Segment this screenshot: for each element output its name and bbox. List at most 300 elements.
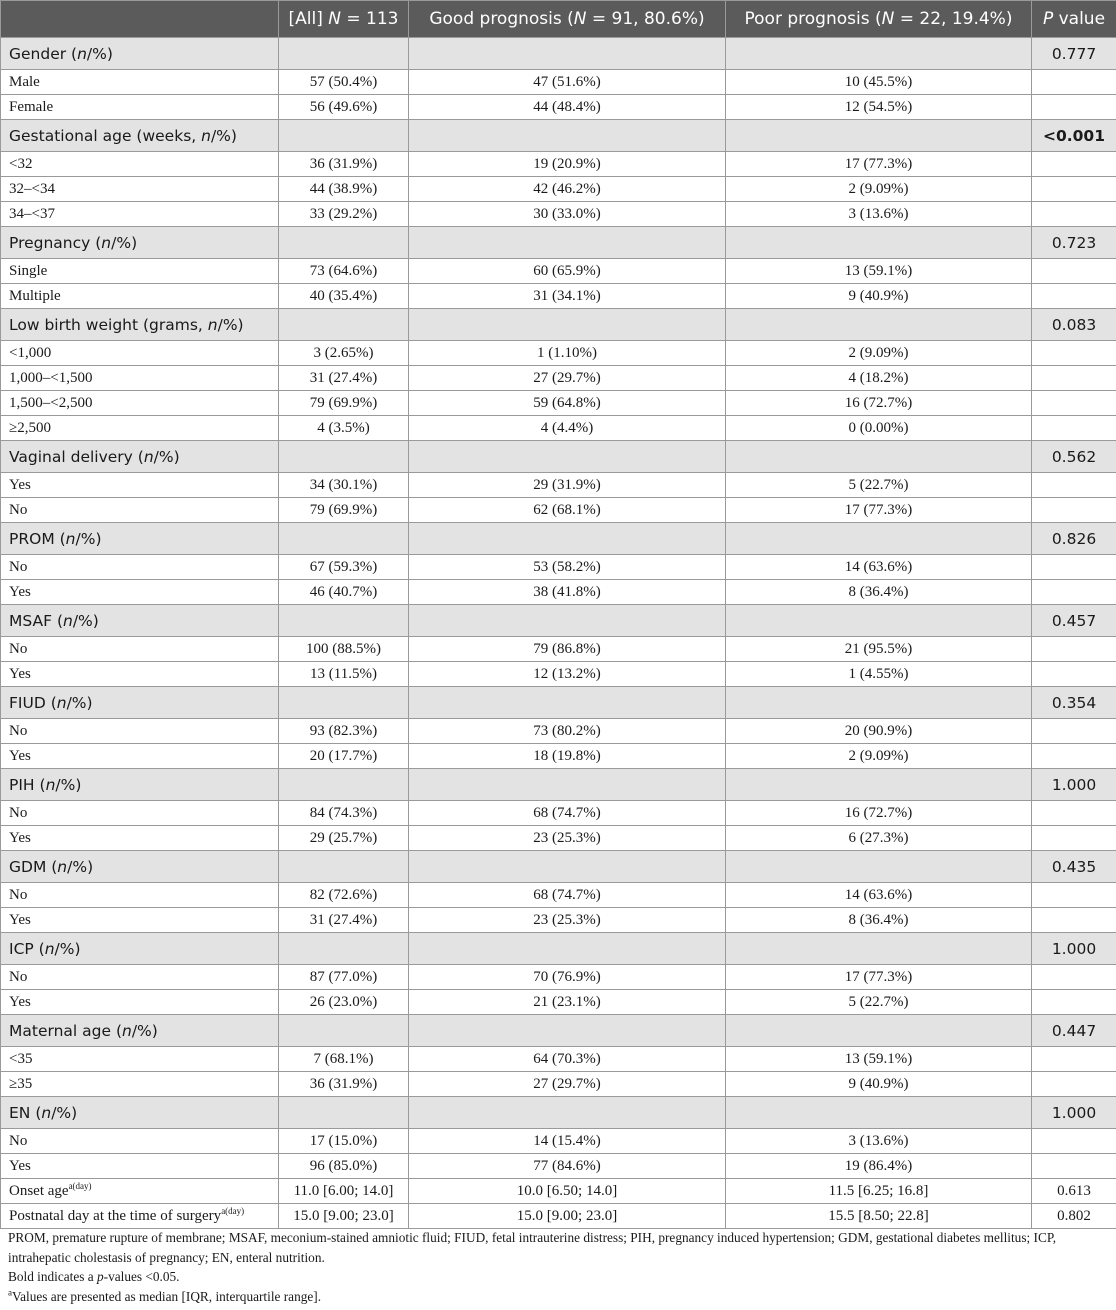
cell-poor: 13 (59.1%) xyxy=(726,259,1032,284)
cell-p-empty xyxy=(1032,1129,1116,1154)
footnote-bold-prefix: Bold indicates a xyxy=(8,1269,97,1284)
cell-all: 44 (38.9%) xyxy=(279,177,409,202)
section-title-tail: /%) xyxy=(55,775,82,794)
cell-all: 15.0 [9.00; 23.0] xyxy=(279,1204,409,1229)
section-title-text: ICP ( xyxy=(9,939,45,958)
section-title-tail: /%) xyxy=(131,1021,158,1040)
section-title-tail: /%) xyxy=(111,233,138,252)
section-title-unit: n xyxy=(77,44,87,63)
header-p-suffix: value xyxy=(1053,9,1106,29)
section-title-text: GDM ( xyxy=(9,857,58,876)
row-label: No xyxy=(1,883,279,908)
cell-good: 77 (84.6%) xyxy=(409,1154,726,1179)
section-title-text: Vaginal delivery ( xyxy=(9,447,144,466)
cell-poor: 9 (40.9%) xyxy=(726,1072,1032,1097)
section-empty-cell xyxy=(726,227,1032,259)
cell-good: 79 (86.8%) xyxy=(409,637,726,662)
cell-p-empty xyxy=(1032,498,1116,523)
section-empty-cell xyxy=(409,523,726,555)
cell-p-value: 0.802 xyxy=(1032,1204,1116,1229)
section-header-row xyxy=(1,523,1116,555)
cell-good: 29 (31.9%) xyxy=(409,473,726,498)
cell-poor: 14 (63.6%) xyxy=(726,555,1032,580)
section-header-row xyxy=(1,441,1116,473)
row-label: <35 xyxy=(1,1047,279,1072)
cell-good: 73 (80.2%) xyxy=(409,719,726,744)
cell-all: 31 (27.4%) xyxy=(279,366,409,391)
cell-all: 17 (15.0%) xyxy=(279,1129,409,1154)
section-title-tail: /%) xyxy=(86,44,113,63)
cell-all: 34 (30.1%) xyxy=(279,473,409,498)
cell-p-empty xyxy=(1032,152,1116,177)
section-p-value: 0.447 xyxy=(1032,1015,1116,1047)
cell-good: 59 (64.8%) xyxy=(409,391,726,416)
cell-p-empty xyxy=(1032,801,1116,826)
section-title xyxy=(1,933,279,965)
table-row xyxy=(1,416,1116,441)
section-title-unit: n xyxy=(44,939,55,958)
section-title-tail: /%) xyxy=(153,447,180,466)
cell-all: 73 (64.6%) xyxy=(279,259,409,284)
section-empty-cell xyxy=(726,309,1032,341)
table-row xyxy=(1,284,1116,309)
cell-p-empty xyxy=(1032,202,1116,227)
table-footnotes xyxy=(8,1228,1114,1306)
row-label: Female xyxy=(1,95,279,120)
cell-poor: 10 (45.5%) xyxy=(726,70,1032,95)
section-empty-cell xyxy=(409,1015,726,1047)
cell-p-empty xyxy=(1032,883,1116,908)
row-label: Yes xyxy=(1,826,279,851)
section-title-text: Low birth weight (grams, xyxy=(9,315,208,334)
cell-good: 27 (29.7%) xyxy=(409,1072,726,1097)
cell-good: 70 (76.9%) xyxy=(409,965,726,990)
section-empty-cell xyxy=(726,523,1032,555)
cell-poor: 21 (95.5%) xyxy=(726,637,1032,662)
cell-poor: 2 (9.09%) xyxy=(726,177,1032,202)
section-empty-cell xyxy=(409,687,726,719)
cell-poor: 1 (4.55%) xyxy=(726,662,1032,687)
cell-p-empty xyxy=(1032,744,1116,769)
footnote-median-sup: a xyxy=(8,1287,12,1298)
section-empty-cell xyxy=(726,1015,1032,1047)
section-title-tail: /%) xyxy=(67,857,94,876)
cell-p-empty xyxy=(1032,391,1116,416)
table-row xyxy=(1,744,1116,769)
section-p-value: 0.723 xyxy=(1032,227,1116,259)
cell-poor: 11.5 [6.25; 16.8] xyxy=(726,1179,1032,1204)
section-title-unit: n xyxy=(65,529,76,548)
section-empty-cell xyxy=(279,309,409,341)
section-title xyxy=(1,227,279,259)
cell-good: 4 (4.4%) xyxy=(409,416,726,441)
row-label: No xyxy=(1,801,279,826)
section-title-text: MSAF ( xyxy=(9,611,63,630)
cell-p-empty xyxy=(1032,990,1116,1015)
section-empty-cell xyxy=(279,851,409,883)
section-empty-cell xyxy=(409,38,726,70)
table-row xyxy=(1,202,1116,227)
table-row xyxy=(1,637,1116,662)
cell-p-empty xyxy=(1032,341,1116,366)
cell-all: 33 (29.2%) xyxy=(279,202,409,227)
cell-p-value: 0.613 xyxy=(1032,1179,1116,1204)
row-label: No xyxy=(1,1129,279,1154)
section-empty-cell xyxy=(726,441,1032,473)
section-empty-cell xyxy=(279,38,409,70)
cell-poor: 2 (9.09%) xyxy=(726,341,1032,366)
row-label: Male xyxy=(1,70,279,95)
header-all xyxy=(279,1,409,38)
section-header-row xyxy=(1,120,1116,152)
cell-good: 14 (15.4%) xyxy=(409,1129,726,1154)
section-header-row xyxy=(1,227,1116,259)
section-header-row xyxy=(1,769,1116,801)
cell-p-empty xyxy=(1032,284,1116,309)
header-p-italic: P xyxy=(1042,9,1054,29)
cell-good: 47 (51.6%) xyxy=(409,70,726,95)
row-label: Yes xyxy=(1,662,279,687)
section-title-unit: n xyxy=(122,1021,132,1040)
cell-poor: 17 (77.3%) xyxy=(726,498,1032,523)
header-poor-n: N xyxy=(881,9,895,29)
table-row xyxy=(1,259,1116,284)
cell-all: 4 (3.5%) xyxy=(279,416,409,441)
section-empty-cell xyxy=(409,851,726,883)
cell-poor: 14 (63.6%) xyxy=(726,883,1032,908)
table-row xyxy=(1,152,1116,177)
cell-poor: 6 (27.3%) xyxy=(726,826,1032,851)
cell-good: 68 (74.7%) xyxy=(409,801,726,826)
cell-good: 23 (25.3%) xyxy=(409,826,726,851)
section-title-text: PROM ( xyxy=(9,529,66,548)
section-title xyxy=(1,523,279,555)
cell-good: 21 (23.1%) xyxy=(409,990,726,1015)
section-p-value: 0.083 xyxy=(1032,309,1116,341)
cell-all: 36 (31.9%) xyxy=(279,152,409,177)
section-title xyxy=(1,769,279,801)
cell-all: 3 (2.65%) xyxy=(279,341,409,366)
section-empty-cell xyxy=(279,769,409,801)
table-row xyxy=(1,177,1116,202)
table-row xyxy=(1,826,1116,851)
row-label: Yes xyxy=(1,1154,279,1179)
table-row xyxy=(1,1154,1116,1179)
cell-p-empty xyxy=(1032,70,1116,95)
section-title xyxy=(1,1015,279,1047)
table-row xyxy=(1,498,1116,523)
section-empty-cell xyxy=(279,523,409,555)
section-title-unit: n xyxy=(57,857,68,876)
section-empty-cell xyxy=(726,933,1032,965)
header-poor-suffix: = 22, 19.4%) xyxy=(894,9,1013,29)
section-title-unit: n xyxy=(56,693,67,712)
median-row-label xyxy=(1,1179,279,1204)
cell-poor: 4 (18.2%) xyxy=(726,366,1032,391)
section-title-text: Maternal age ( xyxy=(9,1021,122,1040)
section-header-row xyxy=(1,851,1116,883)
cell-poor: 3 (13.6%) xyxy=(726,1129,1032,1154)
section-p-value: 1.000 xyxy=(1032,1097,1116,1129)
section-title-text: Pregnancy ( xyxy=(9,233,102,252)
table-row xyxy=(1,1072,1116,1097)
cell-good: 53 (58.2%) xyxy=(409,555,726,580)
footnote-bold-suffix: -values <0.05. xyxy=(103,1269,180,1284)
cell-p-empty xyxy=(1032,366,1116,391)
median-row-label xyxy=(1,1204,279,1229)
section-header-row xyxy=(1,687,1116,719)
cell-poor: 3 (13.6%) xyxy=(726,202,1032,227)
cell-good: 44 (48.4%) xyxy=(409,95,726,120)
cell-poor: 8 (36.4%) xyxy=(726,908,1032,933)
row-label: No xyxy=(1,498,279,523)
cell-all: 57 (50.4%) xyxy=(279,70,409,95)
cell-p-empty xyxy=(1032,416,1116,441)
cell-p-empty xyxy=(1032,259,1116,284)
row-label: Yes xyxy=(1,580,279,605)
cell-p-empty xyxy=(1032,177,1116,202)
section-title xyxy=(1,687,279,719)
row-label: Yes xyxy=(1,473,279,498)
cell-poor: 9 (40.9%) xyxy=(726,284,1032,309)
cell-all: 56 (49.6%) xyxy=(279,95,409,120)
section-p-value: <0.001 xyxy=(1032,120,1116,152)
section-title-text: PIH ( xyxy=(9,775,46,794)
median-label-sup: a(day) xyxy=(68,1180,92,1191)
cell-good: 60 (65.9%) xyxy=(409,259,726,284)
cell-all: 46 (40.7%) xyxy=(279,580,409,605)
table-row xyxy=(1,1129,1116,1154)
header-good-n: N xyxy=(573,9,587,29)
section-title xyxy=(1,851,279,883)
cell-good: 64 (70.3%) xyxy=(409,1047,726,1072)
section-empty-cell xyxy=(279,933,409,965)
section-title-tail: /%) xyxy=(217,315,244,334)
section-empty-cell xyxy=(726,605,1032,637)
section-header-row xyxy=(1,605,1116,637)
table-row xyxy=(1,391,1116,416)
section-title-tail: /%) xyxy=(210,126,237,145)
cell-all: 7 (68.1%) xyxy=(279,1047,409,1072)
section-empty-cell xyxy=(726,120,1032,152)
section-empty-cell xyxy=(409,120,726,152)
cell-poor: 5 (22.7%) xyxy=(726,990,1032,1015)
table-row xyxy=(1,95,1116,120)
header-good-prefix: Good prognosis ( xyxy=(429,9,574,29)
cell-p-empty xyxy=(1032,908,1116,933)
section-empty-cell xyxy=(409,605,726,637)
row-label: No xyxy=(1,555,279,580)
section-empty-cell xyxy=(279,227,409,259)
cell-good: 19 (20.9%) xyxy=(409,152,726,177)
cell-poor: 16 (72.7%) xyxy=(726,391,1032,416)
cell-poor: 19 (86.4%) xyxy=(726,1154,1032,1179)
section-title xyxy=(1,120,279,152)
table-row xyxy=(1,70,1116,95)
section-empty-cell xyxy=(279,605,409,637)
cell-good: 62 (68.1%) xyxy=(409,498,726,523)
header-all-suffix: = 113 xyxy=(340,9,399,29)
row-label: ≥35 xyxy=(1,1072,279,1097)
cell-good: 31 (34.1%) xyxy=(409,284,726,309)
row-label: <32 xyxy=(1,152,279,177)
median-row xyxy=(1,1179,1116,1204)
footnote-abbreviations: PROM, premature rupture of membrane; MSAF, meconium-stained amniotic fluid; FIUD, fetal intrauterine distress; PIH, pregnancy induced hypertension; GDM, gestational diabetes mellitus; ICP, intrahepatic cholestasis of pregnancy; EN, enteral nutrition. xyxy=(8,1230,1057,1265)
section-empty-cell xyxy=(279,441,409,473)
median-label-text: Onset age xyxy=(9,1182,69,1199)
cell-all: 67 (59.3%) xyxy=(279,555,409,580)
cell-all: 87 (77.0%) xyxy=(279,965,409,990)
row-label: No xyxy=(1,719,279,744)
cell-good: 27 (29.7%) xyxy=(409,366,726,391)
cell-p-empty xyxy=(1032,637,1116,662)
cell-poor: 2 (9.09%) xyxy=(726,744,1032,769)
footnote-median xyxy=(8,1287,1114,1307)
section-empty-cell xyxy=(726,1097,1032,1129)
table-row xyxy=(1,473,1116,498)
cell-p-empty xyxy=(1032,473,1116,498)
section-title-text: EN ( xyxy=(9,1103,42,1122)
cell-good: 42 (46.2%) xyxy=(409,177,726,202)
header-all-n: N xyxy=(328,9,341,29)
section-empty-cell xyxy=(409,1097,726,1129)
section-empty-cell xyxy=(279,120,409,152)
header-all-prefix: [All] xyxy=(288,9,329,29)
section-title-tail: /%) xyxy=(72,611,99,630)
table-header-row xyxy=(1,1,1116,38)
footnote-bold xyxy=(8,1267,1114,1287)
cell-p-empty xyxy=(1032,1154,1116,1179)
section-empty-cell xyxy=(409,227,726,259)
cell-all: 84 (74.3%) xyxy=(279,801,409,826)
cell-poor: 17 (77.3%) xyxy=(726,965,1032,990)
cell-good: 23 (25.3%) xyxy=(409,908,726,933)
cell-all: 82 (72.6%) xyxy=(279,883,409,908)
section-title xyxy=(1,309,279,341)
cell-all: 20 (17.7%) xyxy=(279,744,409,769)
section-empty-cell xyxy=(726,769,1032,801)
section-title-unit: n xyxy=(41,1103,52,1122)
header-good-prognosis xyxy=(409,1,726,38)
section-p-value: 0.826 xyxy=(1032,523,1116,555)
header-good-suffix: = 91, 80.6%) xyxy=(586,9,705,29)
section-empty-cell xyxy=(726,38,1032,70)
cell-p-empty xyxy=(1032,95,1116,120)
section-title-text: Gender ( xyxy=(9,44,78,63)
section-p-value: 1.000 xyxy=(1032,933,1116,965)
section-empty-cell xyxy=(279,687,409,719)
row-label: ≥2,500 xyxy=(1,416,279,441)
header-poor-prognosis xyxy=(726,1,1032,38)
section-title-tail: /%) xyxy=(66,693,93,712)
table-row xyxy=(1,965,1116,990)
table-body xyxy=(1,38,1116,1229)
section-title-tail: /%) xyxy=(75,529,102,548)
section-header-row xyxy=(1,309,1116,341)
cell-good: 30 (33.0%) xyxy=(409,202,726,227)
section-empty-cell xyxy=(409,933,726,965)
cell-poor: 13 (59.1%) xyxy=(726,1047,1032,1072)
table-row xyxy=(1,341,1116,366)
section-p-value: 0.777 xyxy=(1032,38,1116,70)
section-title-tail: /%) xyxy=(51,1103,78,1122)
median-label-sup: a(day) xyxy=(221,1205,245,1216)
row-label: No xyxy=(1,965,279,990)
cell-p-empty xyxy=(1032,662,1116,687)
median-label-text: Postnatal day at the time of surgery xyxy=(9,1207,222,1224)
section-title xyxy=(1,38,279,70)
cell-good: 18 (19.8%) xyxy=(409,744,726,769)
cell-good: 15.0 [9.00; 23.0] xyxy=(409,1204,726,1229)
table-row xyxy=(1,580,1116,605)
section-title-tail: /%) xyxy=(54,939,81,958)
header-poor-prefix: Poor prognosis ( xyxy=(744,9,882,29)
table-row xyxy=(1,908,1116,933)
cell-p-empty xyxy=(1032,965,1116,990)
section-empty-cell xyxy=(726,687,1032,719)
cell-good: 10.0 [6.50; 14.0] xyxy=(409,1179,726,1204)
row-label: 34–<37 xyxy=(1,202,279,227)
section-title xyxy=(1,441,279,473)
cell-all: 26 (23.0%) xyxy=(279,990,409,1015)
section-p-value: 0.354 xyxy=(1032,687,1116,719)
section-title xyxy=(1,1097,279,1129)
cell-all: 79 (69.9%) xyxy=(279,391,409,416)
cell-all: 40 (35.4%) xyxy=(279,284,409,309)
cell-all: 29 (25.7%) xyxy=(279,826,409,851)
section-header-row xyxy=(1,1097,1116,1129)
section-title-unit: n xyxy=(45,775,56,794)
median-row xyxy=(1,1204,1116,1229)
section-header-row xyxy=(1,38,1116,70)
cell-poor: 5 (22.7%) xyxy=(726,473,1032,498)
cell-p-empty xyxy=(1032,580,1116,605)
cell-all: 100 (88.5%) xyxy=(279,637,409,662)
table-row xyxy=(1,1047,1116,1072)
cell-all: 93 (82.3%) xyxy=(279,719,409,744)
header-variable xyxy=(1,1,279,38)
section-title-text: FIUD ( xyxy=(9,693,57,712)
cell-p-empty xyxy=(1032,555,1116,580)
table-row xyxy=(1,555,1116,580)
section-title-text: Gestational age (weeks, xyxy=(9,126,202,145)
cell-p-empty xyxy=(1032,719,1116,744)
row-label: Yes xyxy=(1,908,279,933)
section-title-unit: n xyxy=(143,447,154,466)
cell-good: 12 (13.2%) xyxy=(409,662,726,687)
section-empty-cell xyxy=(409,441,726,473)
table-row xyxy=(1,883,1116,908)
row-label: 32–<34 xyxy=(1,177,279,202)
cell-poor: 8 (36.4%) xyxy=(726,580,1032,605)
section-empty-cell xyxy=(409,309,726,341)
cell-all: 79 (69.9%) xyxy=(279,498,409,523)
cell-all: 31 (27.4%) xyxy=(279,908,409,933)
section-title xyxy=(1,605,279,637)
section-title-unit: n xyxy=(201,126,211,145)
section-header-row xyxy=(1,933,1116,965)
cell-all: 13 (11.5%) xyxy=(279,662,409,687)
cell-p-empty xyxy=(1032,1047,1116,1072)
cell-p-empty xyxy=(1032,826,1116,851)
section-empty-cell xyxy=(409,769,726,801)
cell-poor: 20 (90.9%) xyxy=(726,719,1032,744)
cell-all: 36 (31.9%) xyxy=(279,1072,409,1097)
cell-good: 38 (41.8%) xyxy=(409,580,726,605)
cell-all: 11.0 [6.00; 14.0] xyxy=(279,1179,409,1204)
section-title-unit: n xyxy=(207,315,218,334)
section-p-value: 0.435 xyxy=(1032,851,1116,883)
